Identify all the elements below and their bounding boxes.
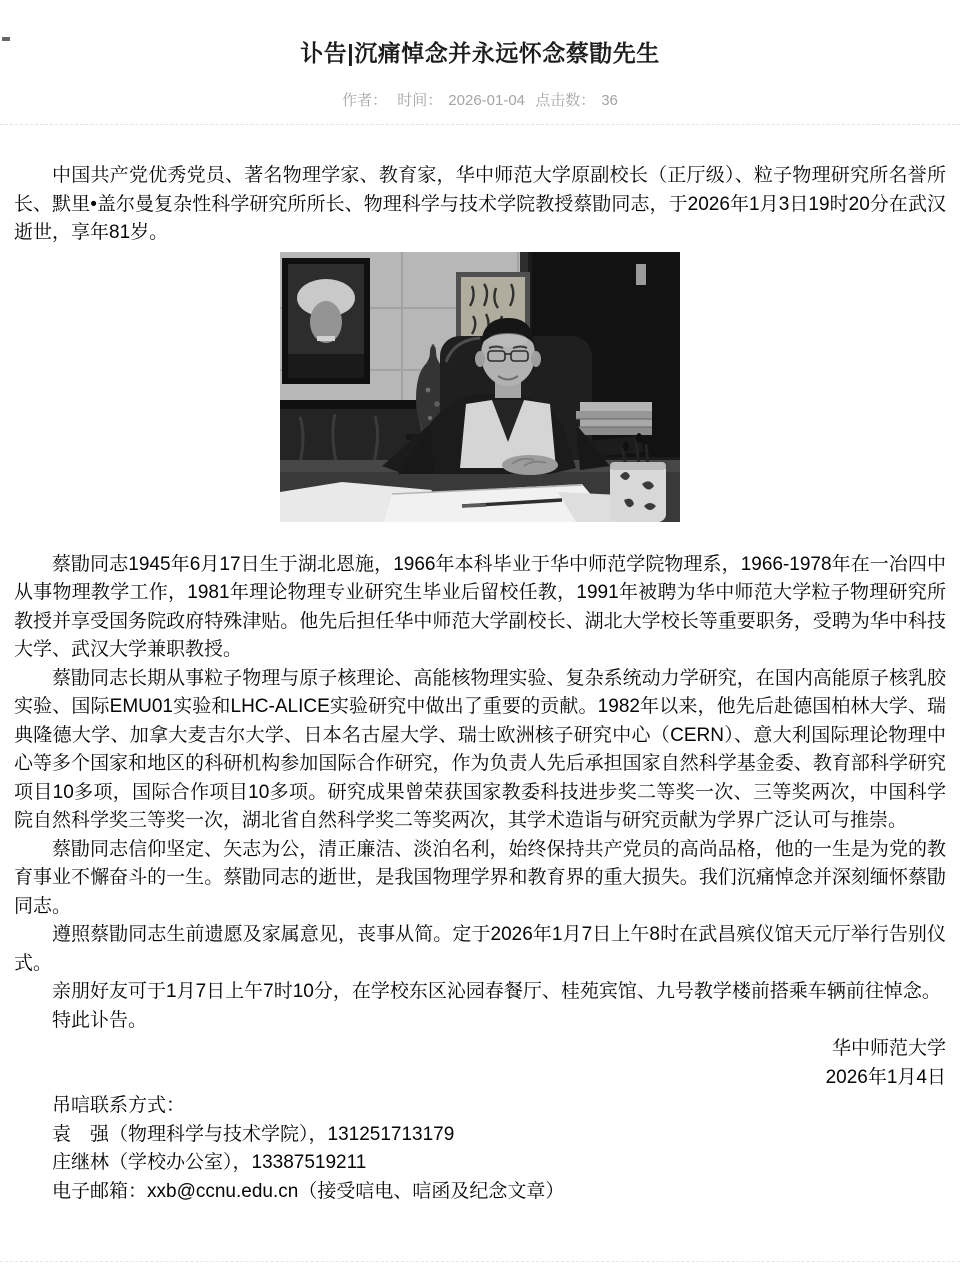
corner-artifact bbox=[2, 37, 10, 41]
meta-time-label: 时间： bbox=[397, 92, 443, 109]
article-paragraph: 蔡勖同志信仰坚定、矢志为公，清正廉洁、淡泊名利，始终保持共产党员的高尚品格，他的一生是为党的教育事业不懈奋斗的一生。蔡勖同志的逝世，是我国物理学界和教育界的重大损失。我们沉痛悼念并深刻缅怀蔡勖同志。 bbox=[14, 838, 946, 917]
signature-org: 华中师范大学 bbox=[831, 1038, 946, 1059]
contact-heading: 吊唁联系方式： bbox=[52, 1095, 186, 1116]
page-title: 讣告|沉痛悼念并永远怀念蔡勖先生 bbox=[300, 40, 660, 66]
article-meta bbox=[0, 91, 960, 111]
meta-hits-value: 36 bbox=[601, 92, 618, 109]
article-body bbox=[0, 162, 960, 1206]
meta-hits-label: 点击数： bbox=[535, 92, 596, 109]
article-paragraph: 亲朋好友可于1月7日上午7时10分，在学校东区沁园春餐厅、桂苑宾馆、九号教学楼前搭乘车辆前往悼念。 bbox=[52, 981, 941, 1002]
meta-author-label: 作者： bbox=[342, 92, 388, 109]
signature-date: 2026年1月4日 bbox=[825, 1066, 946, 1088]
article-paragraph: 遵照蔡勖同志生前遗愿及家属意见，丧事从简。定于2026年1月7日上午8时在武昌殡仪馆天元厅举行告别仪式。 bbox=[14, 924, 946, 974]
meta-time-value: 2026-01-04 bbox=[448, 92, 526, 109]
portrait-photo-illustration bbox=[280, 252, 680, 522]
contact-line: 袁 强（物理科学与技术学院），131251713179 bbox=[52, 1123, 455, 1145]
contact-line: 庄继林（学校办公室），13387519211 bbox=[52, 1152, 367, 1173]
footer-divider bbox=[0, 1261, 960, 1262]
contact-line: 电子邮箱：xxb@ccnu.edu.cn（接受唁电、唁函及纪念文章） bbox=[52, 1180, 565, 1202]
article-paragraph: 蔡勖同志1945年6月17日生于湖北恩施，1966年本科毕业于华中师范学院物理系，1966-1978年在一冶四中从事物理教学工作，1981年理论物理专业研究生毕业后留校任教，1991年被聘为华中师范大学粒子物理研究所教授并享受国务院政府特殊津贴。他先后担任华中师范大学副校长、湖北大学校长等重要职务，受聘为华中科技大学、武汉大学兼职教授。 bbox=[14, 553, 946, 660]
article-paragraph: 蔡勖同志长期从事粒子物理与原子核理论、高能核物理实验、复杂系统动力学研究，在国内高能原子核乳胶实验、国际EMU01实验和LHC-ALICE实验研究中做出了重要的贡献。1982年以来，他先后赴德国柏林大学、瑞典隆德大学、加拿大麦吉尔大学、日本名古屋大学、瑞士欧洲核子研究中心（CERN）、意大利国际理论物理中心等多个国家和地区的科研机构参加国际合作研究，作为负责人先后承担国家自然科学基金委、教育部科学研究项目10多项，国际合作项目10多项。研究成果曾荣获国家教委科技进步奖二等奖一次、三等奖两次，中国科学院自然科学奖三等奖一次，湖北省自然科学奖二等奖两次，其学术造诣与研究贡献为学界广泛认可与推崇。 bbox=[14, 667, 946, 831]
article-paragraph: 特此讣告。 bbox=[52, 1009, 148, 1031]
header-divider bbox=[0, 124, 960, 125]
article-paragraph: 中国共产党优秀党员、著名物理学家、教育家，华中师范大学原副校长（正厅级）、粒子物理研究所名誉所长、默里•盖尔曼复杂性科学研究所所长、物理科学与技术学院教授蔡勖同志，于2026年1月3日19时20分在武汉逝世，享年81岁。 bbox=[14, 165, 946, 243]
portrait-photo bbox=[280, 252, 680, 522]
